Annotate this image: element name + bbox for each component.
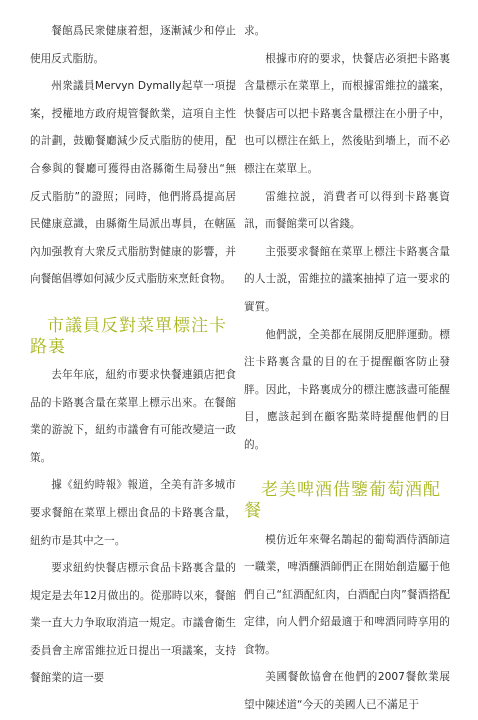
body-paragraph: 根據市府的要求，快餐店必須把卡路裏含量標示在菜單上，而根據雷維拉的議案，快餐店可以把卡路裏含量標注在小册子中，也可以標注在紙上，然後貼到墻上，而不必標注在菜單上。	[244, 52, 450, 175]
body-paragraph: 美國餐飲協會在他們的2007餐飲業展望中陳述道“今天的美國人已不滿足于	[244, 671, 450, 712]
body-paragraph: 餐館爲民衆健康着想，逐漸減少和停止使用反式脂肪。	[30, 25, 236, 65]
section-heading: 老美啤酒借鑒葡萄酒配餐	[244, 479, 441, 521]
body-paragraph: 他們説，全美都在展開反肥胖運動。標注卡路裏含量的目的在于提醒顧客防止發胖。因此，卡路裏成分的標注應該盡可能醒目，應該起到在顧客點菜時提醒他們的目的。	[244, 328, 450, 451]
body-paragraph: 去年年底，紐約市要求快餐連鎖店把食品的卡路裏含量在菜單上標示出來。在餐館業的游說下，紐約市議會有可能改變這一政策。	[30, 368, 236, 464]
body-paragraph: 據《紐約時報》報道，全美有許多城市要求餐館在菜單上標出食品的卡路裏含量，紐約市是其中之一。	[30, 479, 236, 547]
right-column	[244, 18, 450, 720]
body-paragraph-continued: 求。	[244, 25, 266, 37]
body-paragraph: 州衆議員Mervyn Dymally起草一項提案，授權地方政府規管餐飲業，這項自主性的計劃，鼓勵餐廳減少反式脂肪的使用，配合參與的餐廳可獲得由洛縣衛生局發出“無反式脂肪”的證照；同時，他們將爲提高居民健康意識，由縣衛生局派出專員，在轄區內加强教育大衆反式脂肪對健康的影響，并向餐館倡導如何減少反式脂肪來烹飪食物。	[30, 80, 236, 286]
body-paragraph: 主張要求餐館在菜單上標注卡路裏含量的人士説，雷維拉的議案抽掉了這一要求的實質。	[244, 245, 450, 313]
left-column	[30, 18, 236, 693]
body-paragraph: 雷維拉説，消費者可以得到卡路裏資訊，而餐館業可以省錢。	[244, 190, 450, 231]
body-paragraph: 模仿近年來聲名鵲起的葡萄酒侍酒師這一職業，啤酒釀酒師們正在開始創造屬于他們自己“紅酒配紅肉，白酒配白肉”餐酒搭配定律，向人們介紹最適于和啤酒同時享用的食物。	[244, 533, 450, 656]
section-heading: 市議員反對菜單標注卡路裏	[30, 315, 227, 357]
body-paragraph: 要求紐約快餐店標示食品卡路裏含量的規定是去年12月做出的。從那時以來，餐館業一直大力争取取消這一規定。市議會衛生委員會主席雷維拉近日提出一項議案，支持餐館業的這一要	[30, 562, 236, 685]
